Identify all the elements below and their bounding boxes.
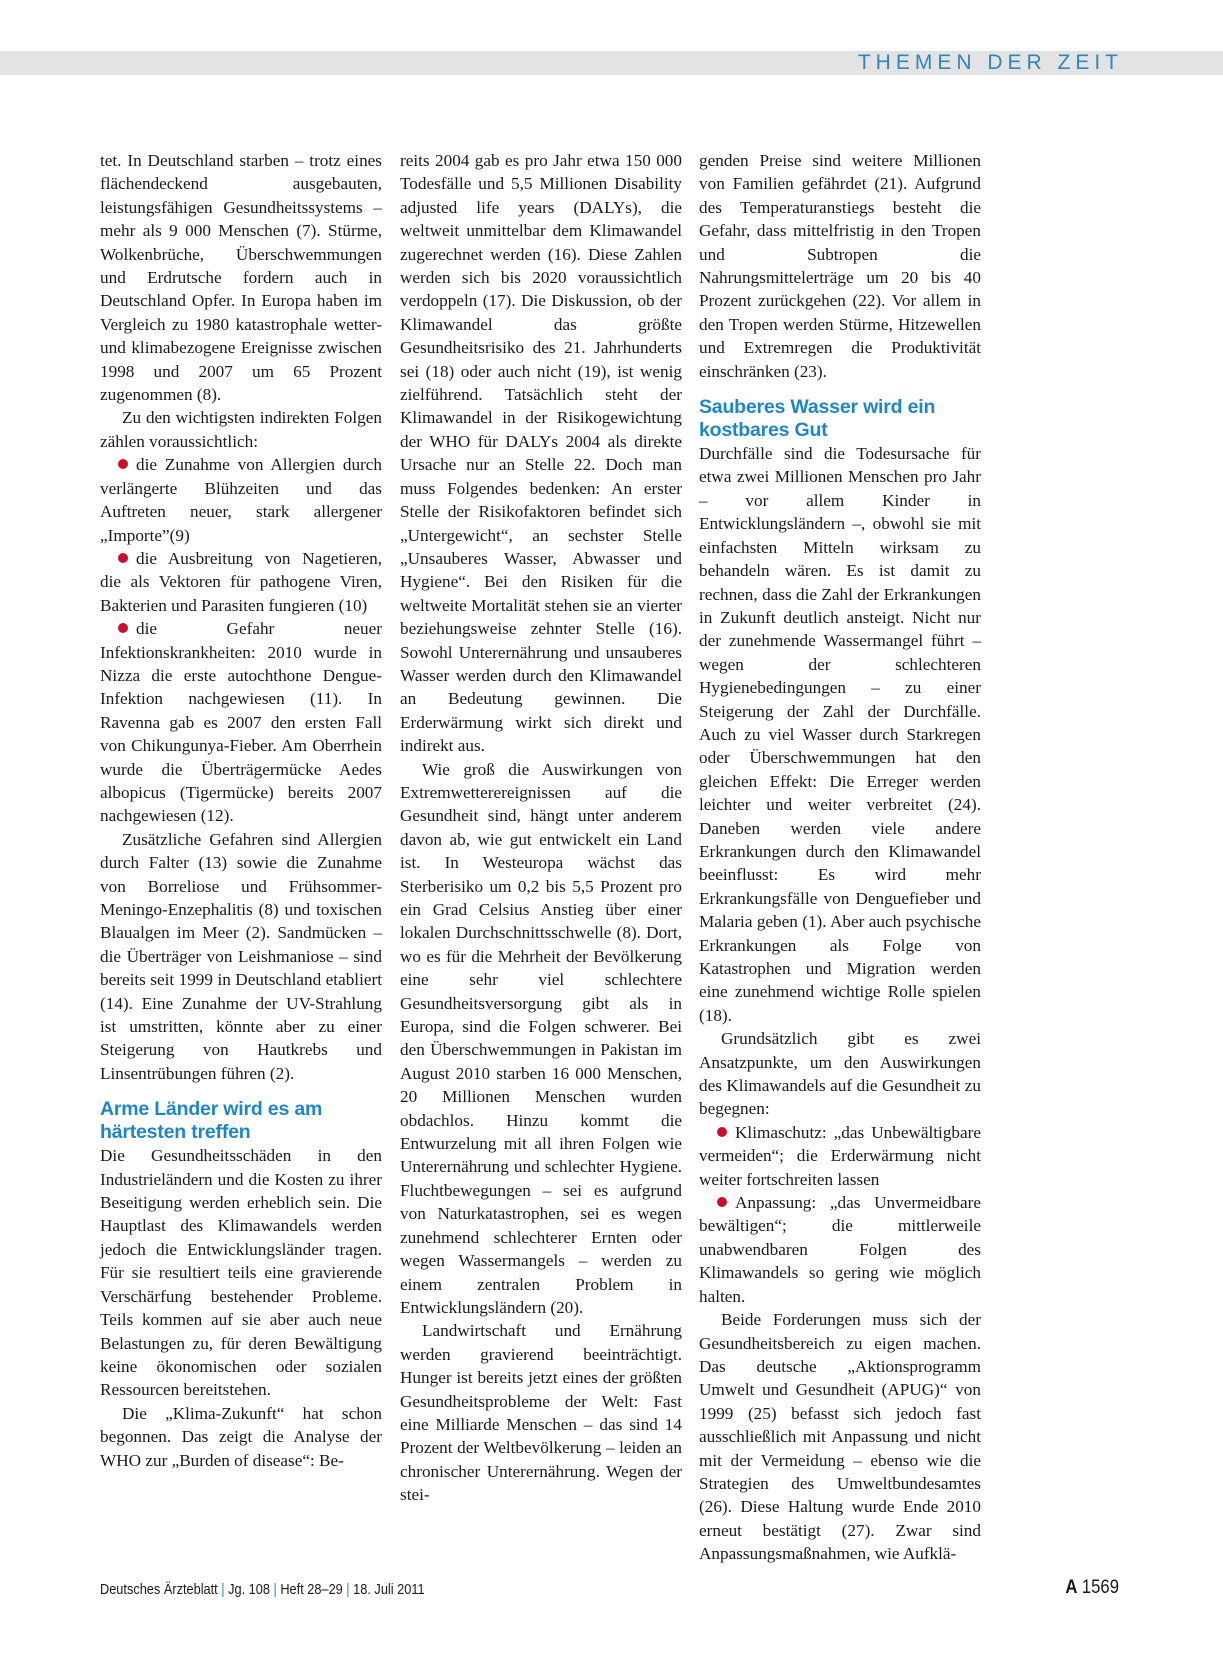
bullet-dot-icon [118, 553, 128, 563]
section-heading: Arme Länder wird es am härtesten treffen [100, 1098, 323, 1144]
paragraph: reits 2004 gab es pro Jahr etwa 150 000 Todesfälle und 5,5 Millionen Disability adjusted life years (DALYs), die weltweit unmittelbar dem Klimawandel zugerechnet werden (16). Diese Zahlen werden sich bis 2020 voraussichtlich verdoppeln (17). Die Diskussion, ob der Klimawandel das größte Gesundheitsrisiko des 21. Jahrhunderts sei (18) oder auch nicht (19), ist wenig zielführend. Tatsächlich steht der Klimawandel in der Risikogewichtung der WHO für DALYs 2004 als direkte Ursache nur an Stelle 22. Doch man muss Folgendes bedenken: An erster Stelle der Risikofaktoren befindet sich „Untergewicht“, an sechster Stelle „Unsauberes Wasser, Abwasser und Hygiene“. Bei den Risiken für die weltweite Mortalität stehen sie an vierter beziehungsweise zehnter Stelle (16). Sowohl Unterernährung und unsauberes Wasser werden durch den Klimawandel an Bedeutung gewinnen. Die Erderwärmung wirkt sich direkt und indirekt aus. [400, 151, 682, 756]
column-3 [699, 149, 981, 1566]
paragraph: Beide Forderungen muss sich der Gesundheitsbereich zu eigen machen. Das deutsche „Aktionsprogramm Umwelt und Gesundheit (APUG)“ von 1999 (25) befasst sich jedoch fast ausschließlich mit Anpassung und nicht mit der Vermeidung – ebenso wie die Strategien des Umweltbundesamtes (26). Diese Haltung wurde Ende 2010 erneut bestätigt (27). Zwar sind Anpassungsmaßnahmen, wie Aufklä- [699, 1310, 981, 1564]
bullet-text: die Ausbreitung von Nagetieren, die als Vektoren für pathogene Viren, Bakterien und Parasiten fungieren (10) [100, 548, 382, 615]
footer-citation [100, 1582, 425, 1598]
column-1 [100, 149, 382, 1472]
bullet-dot-icon [118, 459, 128, 469]
bullet-text: Anpassung: „das Unvermeidbare bewältigen“; die mittlerweile unabwendbaren Folgen des Klimawandels so gering wie möglich halten. [699, 1193, 981, 1306]
issue: Heft 28–29 [280, 1582, 343, 1598]
page-number [1065, 1577, 1119, 1599]
paragraph: Zu den wichtigsten indirekten Folgen zählen voraussichtlich: [100, 408, 382, 451]
bullet-item [699, 1121, 981, 1191]
page-prefix: A [1065, 1577, 1078, 1598]
section-heading: Sauberes Wasser wird ein kostbares Gut [699, 396, 936, 442]
bullet-dot-icon [118, 623, 128, 633]
bullet-text: die Gefahr neuer Infektionskrankheiten: 2010 wurde in Nizza die erste autochthone Dengue-Infektion nachgewiesen (11). In Ravenna gab es 2007 den ersten Fall von Chikungunya-Fieber. Am Oberrhein wurde die Überträgermücke Aedes albopicus (Tigermücke) bereits 2007 nachgewiesen (12). [100, 619, 382, 826]
paragraph: Die „Klima-Zukunft“ hat schon begonnen. Das zeigt die Analyse der WHO zur „Burden of disease“: Be- [100, 1403, 382, 1470]
journal-name: Deutsches Ärzteblatt [100, 1582, 218, 1598]
paragraph: tet. In Deutschland starben – trotz eines flächendeckend ausgebauten, leistungsfähigen Gesundheitssystems – mehr als 9 000 Menschen (7). Stürme, Wolkenbrüche, Überschwemmungen und Erdrutsche fordern auch in Deutschland Opfer. In Europa haben im Vergleich zu 1980 katastrophale wetter- und klimabezogene Ereignisse zwischen 1998 und 2007 um 65 Prozent zugenommen (8). [100, 151, 382, 405]
bullet-item [100, 617, 382, 828]
date: 18. Juli 2011 [353, 1582, 425, 1598]
paragraph: Durchfälle sind die Todesursache für etwa zwei Millionen Menschen pro Jahr – vor allem Kinder in Entwicklungsländern –, obwohl sie mit einfachsten Mitteln wirksam zu behandeln wären. Es ist damit zu rechnen, dass die Zahl der Erkrankungen in Zukunft deutlich ansteigt. Nicht nur der zunehmende Wassermangel führt – wegen der schlechteren Hygienebedingungen – zu einer Steigerung der Zahl der Durchfälle. Auch zu viel Wasser durch Starkregen oder Überschwemmungen hat den gleichen Effekt: Die Erreger werden leichter und weiter verbreitet (24). Daneben werden viele andere Erkrankungen durch den Klimawandel beeinflusst: Es wird mehr Erkrankungsfälle von Denguefieber und Malaria geben (1). Aber auch psychische Erkrankungen als Folge von Katastrophen und Migration werden eine zunehmend wichtige Rolle spielen (18). [699, 444, 981, 1025]
separator: | [346, 1582, 350, 1598]
bullet-dot-icon [717, 1127, 727, 1137]
paragraph: genden Preise sind weitere Millionen von Familien gefährdet (21). Aufgrund des Temperaturanstiegs besteht die Gefahr, dass mittelfristig in den Tropen und Subtropen die Nahrungsmittelerträge um 20 bis 40 Prozent zurückgehen (22). Vor allem in den Tropen werden Stürme, Hitzewellen und Extremregen die Produktivität einschränken (23). [699, 151, 981, 381]
bullet-item [100, 453, 382, 547]
column-2 [400, 149, 682, 1507]
paragraph: Die Gesundheitsschäden in den Industrieländern und die Kosten zu ihrer Beseitigung werden erheblich sein. Die Hauptlast des Klimawandels werden jedoch die Entwicklungsländer tragen. Für sie resultiert teils eine gravierende Verschärfung bestehender Probleme. Teils kommen auf sie aber auch neue Belastungen zu, für deren Bewältigung keine ökonomischen oder sozialen Ressourcen bereitstehen. [100, 1146, 382, 1400]
volume: Jg. 108 [228, 1582, 270, 1598]
bullet-text: Klimaschutz: „das Unbewältigbare vermeiden“; die Erderwärmung nicht weiter fortschreiten lassen [699, 1122, 981, 1189]
paragraph: Zusätzliche Gefahren sind Allergien durch Falter (13) sowie die Zunahme von Borreliose und Frühsommer-Meningo-Enzephalitis (8) und toxischen Blaualgen im Meer (2). Sandmücken – die Überträger von Leishmaniose – sind bereits seit 1999 in Deutschland etabliert (14). Eine Zunahme der UV-Strahlung ist umstritten, könnte aber zu einer Steigerung von Hautkrebs und Linsentrübungen führen (2). [100, 829, 382, 1083]
bullet-item [699, 1191, 981, 1308]
bullet-dot-icon [717, 1197, 727, 1207]
separator: | [221, 1582, 225, 1598]
paragraph: Landwirtschaft und Ernährung werden gravierend beeinträchtigt. Hunger ist bereits jetzt eines der größten Gesundheitsprobleme der Welt: Fast eine Milliarde Menschen – das sind 14 Prozent der Weltbevölkerung – leiden an chronischer Unterernährung. Wegen der stei- [400, 1321, 682, 1505]
paragraph: Wie groß die Auswirkungen von Extremwetterereignissen auf die Gesundheit sind, hängt unter anderem davon ab, wie gut entwickelt ein Land ist. In Westeuropa wächst das Sterberisiko um 0,2 bis 5,5 Prozent pro ein Grad Celsius Anstieg über einer lokalen Durchschnittsschwelle (8). Dort, wo es für die Mehrheit der Bevölkerung eine sehr viel schlechtere Gesundheitsversorgung gibt als in Europa, sind die Folgen schwerer. Bei den Überschwemmungen in Pakistan im August 2010 starben 16 000 Menschen, 20 Millionen Menschen wurden obdachlos. Hinzu kommt die Entwurzelung mit all ihren Folgen wie Unterernährung und schlechter Hygiene. Fluchtbewegungen – sei es aufgrund von Naturkatastrophen, sei es wegen zunehmend schlechterer Ernten oder wegen Wassermangels – werden zu einem zentralen Problem in Entwicklungsländern (20). [400, 759, 682, 1317]
page-number-value: 1569 [1081, 1577, 1119, 1598]
paragraph: Grundsätzlich gibt es zwei Ansatzpunkte, um den Auswirkungen des Klimawandels auf die Gesundheit zu begegnen: [699, 1029, 981, 1119]
section-label: THEMEN DER ZEIT [857, 51, 1123, 74]
separator: | [273, 1582, 277, 1598]
bullet-text: die Zunahme von Allergien durch verlängerte Blühzeiten und das Auftreten neuer, stark allergener „Importe”(9) [100, 455, 382, 545]
bullet-item [100, 547, 382, 617]
